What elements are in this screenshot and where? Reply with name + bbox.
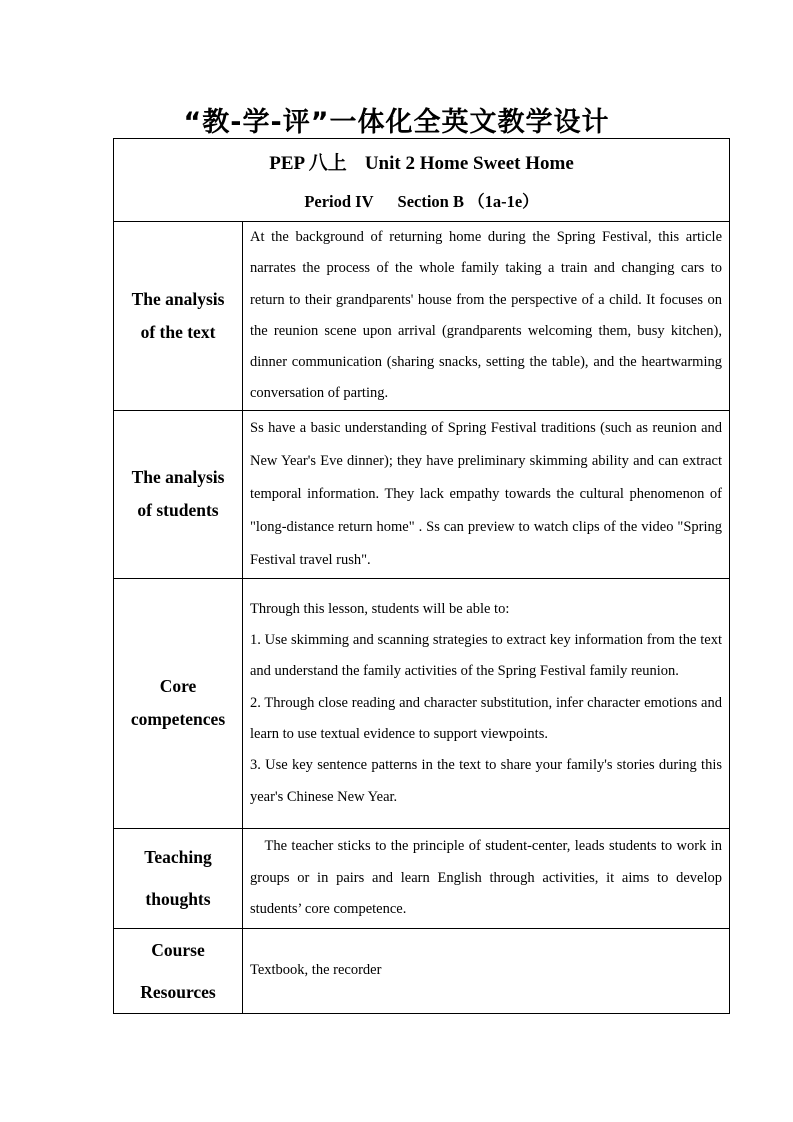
teaching-thoughts-content: The teacher sticks to the principle of student-center, leads students to work in groups or in pairs and learn English through activities, it aims to develop students’ core competence.: [243, 828, 730, 928]
competences-intro: Through this lesson, students will be able to:: [250, 600, 510, 617]
core-competences-label: Core competences: [114, 578, 243, 828]
student-analysis-label: The analysis of students: [114, 410, 243, 578]
unit-title: Unit 2 Home Sweet Home: [364, 153, 574, 174]
course-resources-content: Textbook, the recorder: [243, 928, 730, 1013]
student-analysis-content: Ss have a basic understanding of Spring Festival traditions (such as reunion and New Year's Eve dinner); they have preliminary skimming ability and can extract temporal information. They lack empathy towards the cultural phenomenon of "long-distance return home" . Ss can preview to watch clips of the video "Spring Festival travel rush".: [243, 410, 730, 578]
period-label: Period IV: [304, 192, 374, 211]
unit-heading: [114, 150, 729, 178]
text-analysis-row: [114, 222, 730, 411]
header-cell: [114, 139, 730, 222]
course-resources-row: [114, 928, 730, 1013]
core-competences-row: [114, 578, 730, 828]
text-analysis-label: The analysis of the text: [114, 222, 243, 411]
teaching-thoughts-row: [114, 828, 730, 928]
section-label: Section B （1a-1e）: [397, 192, 539, 211]
competence-item-1: 1. Use skimming and scanning strategies to extract key information from the text and understand the family activities of the Spring Festival family reunion.: [250, 632, 722, 680]
document-title: “教-学-评”一体化全英文教学设计: [183, 107, 610, 138]
course-resources-label: Course Resources: [114, 928, 243, 1013]
period-heading: [114, 188, 729, 216]
teaching-thoughts-label: Teaching thoughts: [114, 828, 243, 928]
core-competences-content: [243, 578, 730, 828]
book-label: PEP 八上: [269, 153, 347, 174]
competence-item-2: 2. Through close reading and character substitution, infer character emotions and learn to use textual evidence to support viewpoints.: [250, 694, 722, 742]
student-analysis-row: [114, 410, 730, 578]
text-analysis-content: At the background of returning home during the Spring Festival, this article narrates the process of the whole family taking a train and changing cars to return to their grandparents' house from the perspective of a child. It focuses on the reunion scene upon arrival (grandparents welcoming them, busy kitchen), dinner communication (sharing snacks, setting the table), and the heartwarming conversation of parting.: [243, 222, 730, 411]
header-row: [114, 139, 730, 222]
competence-item-3: 3. Use key sentence patterns in the text to share your family's stories during this year's Chinese New Year.: [250, 757, 722, 805]
lesson-plan-table: [113, 138, 730, 1014]
